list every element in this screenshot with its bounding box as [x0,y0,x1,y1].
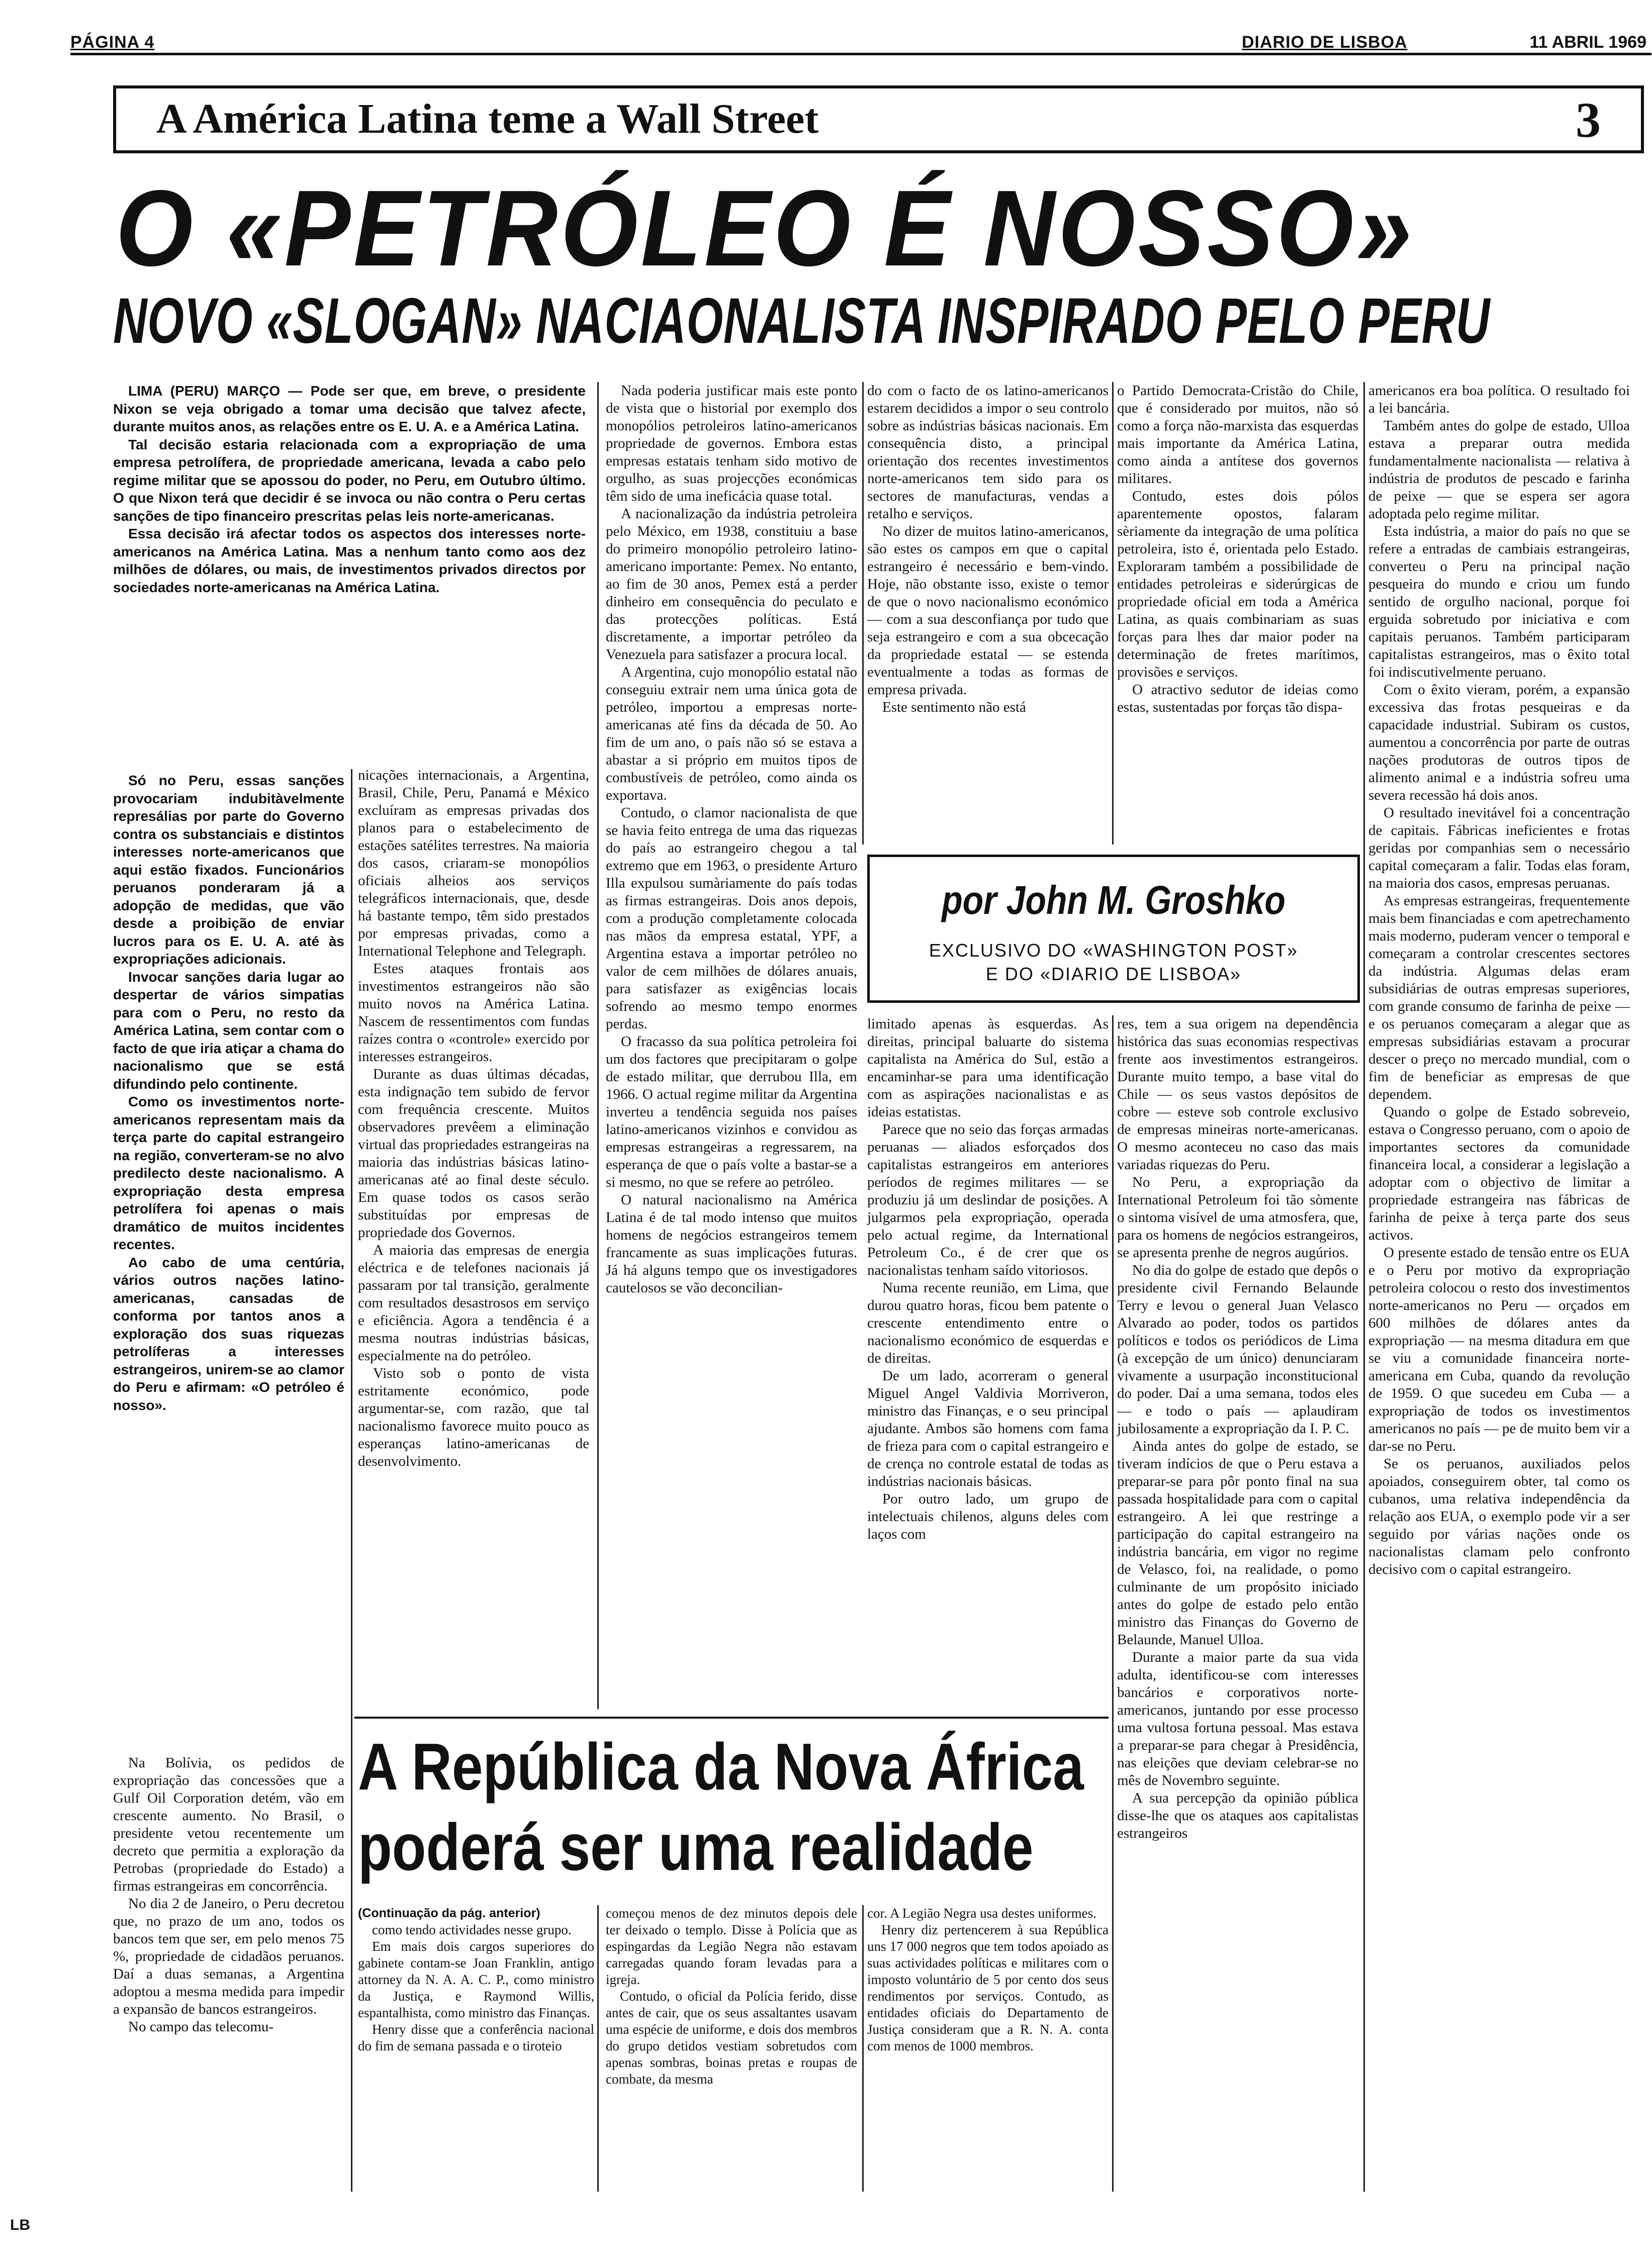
byline-credit: E DO «DIARIO DE LISBOA» [985,964,1242,984]
column-1-bold [113,772,344,1414]
paragraph: A sua percepção da opinião pública disse-lhe que os ataques aos capitalistas estrangeiros [1117,1790,1358,1841]
paragraph: Henry diz pertencerem à sua República uns 17 000 negros que tem todos apoiado as suas actividades políticas e militares com o imposto voluntário de 5 por cento dos seus rendimentos por serviços. Contudo, as entidades oficiais do Departamento de Justiça consideram que a R. N. A. conta com menos de 1000 membros. [867,1922,1109,2053]
column-5-top [1117,382,1358,716]
column-rule [1363,382,1365,2192]
paragraph: o Partido Democrata-Cristão do Chile, que é considerado por muitos, não só como a força não-marxista das esquerdas mais importante da América Latina, como ainda a antítese dos governos militares. [1117,383,1358,487]
paragraph: A Argentina, cujo monopólio estatal não conseguiu extrair nem uma única gota de petróleo, importou a empresas norte-americanas até fins da década de 50. Ao fim de um ano, o país não só se estava a abastar a si próprio em muitos tipos de combustíveis de petróleo, como ainda os exportava. [606,664,857,803]
paragraph: do com o facto de os latino-americanos estarem decididos a impor o seu controlo sobre as indústrias básicas nacionais. Em consequência disto, a principal orientação dos recentes investimentos norte-americanos tem sido para os sectores de manufacturas, vendas a retalho e serviços. [867,383,1109,522]
continuation-note: (Continuação da pág. anterior) [358,1906,540,1920]
lead-paragraph: Tal decisão estaria relacionada com a expropriação de uma empresa petrolífera, de propriedade americana, levada a cabo pelo regime militar que se apossou do poder, no Peru, em Outubro último. O que Nixon terá que decidir é se invoca ou não contra o Peru certas sanções de tipo financeiro prescritas pelas leis norte-americanas. [113,436,586,524]
paragraph: limitado apenas às esquerdas. As direitas, principal baluarte do sistema capitalista na América do Sul, estão a encaminhar-se para uma identificação com as aspirações nacionalistas e as ideias estatistas. [867,1016,1109,1120]
lead-paragraph: LIMA (PERU) MARÇO — Pode ser que, em breve, o presidente Nixon se veja obrigado a tomar uma decisão que talvez afecte, durante muitos anos, as relações entre os E. U. A. e a América Latina. [113,383,586,434]
bold-paragraph: Invocar sanções daria lugar ao despertar de vários simpatias para com o Peru, no resto da América Latina, sem contar com o facto de que iria atiçar a chama do nacionalismo que se está difundindo pelo continente. [113,969,344,1092]
second-headline: A República da Nova África [358,1730,1084,1804]
paragraph: No dia 2 de Janeiro, o Peru decretou que, no prazo de um ano, todos os bancos tem que ser, em pelo menos 75 %, propriedade de cidadãos peruanos. Daí a duas semanas, a Argentina adoptou a mesma medida para impedir a expansão de bancos estrangeiros. [113,1896,344,2017]
second-article-col-c [867,1905,1109,2054]
second-article-col-a [358,1905,594,2054]
paragraph: Quando o golpe de Estado sobreveio, estava o Congresso peruano, com o apoio de importantes sectores da comunidade financeira local, a considerar a legislação a adoptar com o objectivo de limitar a propriedade estrangeira nas fábricas de farinha de peixe à terça parte dos seus activos. [1368,1104,1630,1243]
paragraph: americanos era boa política. O resultado foi a lei bancária. [1368,383,1630,416]
paragraph: A nacionalização da indústria petroleira pelo México, em 1938, constituiu a base do primeiro monopólio petroleiro latino-americano importante: Pemex. No entanto, ao fim de 30 anos, Pemex está a perder dinheiro em consequência do peculato e das protecções políticas. Está discretamente, a importar petróleo da Venezuela para satisfazer a procura local. [606,506,857,663]
paragraph: O resultado inevitável foi a concentração de capitais. Fábricas ineficientes e frotas geridas por companhias sem o necessário capital começaram a falir. Todas elas foram, na maioria dos casos, empresas peruanas. [1368,805,1630,891]
paragraph: Numa recente reunião, em Lima, que durou quatro horas, ficou bem patente o crescente entendimento entre o nacionalismo económico de esquerdas e de direitas. [867,1280,1109,1366]
column-6 [1368,382,1630,1578]
header-rule [70,53,1651,55]
column-5-bottom [1117,1015,1358,1842]
bold-paragraph: Só no Peru, essas sanções provocariam indubitàvelmente represálias por parte do Governo contra os substanciais e distintos interesses norte-americanos que aqui estão fixados. Funcionários peruanos ponderaram já a adopção de medidas, que vão desde a proibição de enviar lucros para os E. U. A. até às expropriações adicionais. [113,773,344,967]
article-divider [354,1717,1109,1719]
second-headline: poderá ser uma realidade [358,1810,1034,1884]
column-4-top [867,382,1109,716]
paragraph: O natural nacionalismo na América Latina é de tal modo intenso que muitos homens de negócios estrangeiros temem francamente as suas implicações futuras. Já há alguns tempo que os investigadores cautelosos se vão deconcilian- [606,1192,857,1296]
column-rule [862,382,864,844]
column-1-tail [113,1754,344,2036]
paragraph: res, tem a sua origem na dependência histórica das suas economias respectivas frente aos investimentos estrangeiros. Durante muito tempo, a base vital do Chile — os seus vastos depósitos de cobre — esteve sob controle exclusivo de empresas mineiras norte-americanas. O mesmo aconteceu no caso das mais variadas riquezas do Peru. [1117,1016,1358,1173]
paragraph: Parece que no seio das forças armadas peruanas — aliados esforçados dos capitalistas estrangeiros em anteriores períodos de regimes militares — se produziu já um deslindar de posições. A julgarmos pela expropriação, operada pelo actual regime, da International Petroleum Co., é de crer que os nacionalistas tenham saído vitoriosos. [867,1121,1109,1278]
column-rule [597,1905,599,2192]
paragraph: Em mais dois cargos superiores do gabinete contam-se Joan Franklin, antigo attorney da N. A. A. C. P., como ministro da Justiça, e Raymond Willis, espantalhista, como ministro das Finanças. [358,1939,594,2020]
paragraph: como tendo actividades nesse grupo. [372,1922,572,1937]
issue-date: 11 ABRIL 1969 [1529,33,1646,52]
paragraph: Contudo, estes dois pólos aparentemente opostos, falaram sèriamente da integração de uma política petroleira, isto é, orientada pelo Estado. Exploraram também a possibilidade de entidades petroleiras e siderúrgicas de propriedade oficial em toda a América Latina, as quais combinariam as suas forças para lhes dar maior poder na determinação de fretes marítimos, provisões e serviços. [1117,488,1358,680]
byline-credit: EXCLUSIVO DO «WASHINGTON POST» [929,940,1299,961]
second-article-col-b [606,1905,857,2088]
paragraph: Visto sob o ponto de vista estritamente económico, pode argumentar-se, com razão, que tal nacionalismo favorece muito pouco as esperanças latino-americanas de desenvolvimento. [358,1365,589,1469]
column-rule [1112,1015,1114,2192]
column-rule [1112,382,1114,844]
paragraph: nicações internacionais, a Argentina, Brasil, Chile, Peru, Panamá e México excluíram as empresas privadas dos planos para o estabelecimento de estações satélites terrestres. Na maioria dos casos, criaram-se monopólios oficiais alheios aos serviços telegráficos internacionais, que, desde há bastante tempo, têm sido prestados por empresas privadas, como a International Telephone and Telegraph. [358,767,589,959]
paragraph: A maioria das empresas de energia eléctrica e de telefones nacionais já passaram por tal transição, geralmente com resultados desastrosos em serviço e eficiência. Agora a tendência é a mesma noutras indústrias básicas, especialmente na do petróleo. [358,1242,589,1364]
paper-name: DIARIO DE LISBOA [1242,33,1408,52]
lead-paragraph: Essa decisão irá afectar todos os aspectos dos interesses norte-americanos na América Latina. Mas a nenhum tanto como aos dez milhões de dólares, ou mais, de investimentos privados directos por sociedades norte-americanas na América Latina. [113,526,586,595]
paragraph: O fracasso da sua política petroleira foi um dos factores que precipitaram o golpe de estado militar, que derrubou Illa, em 1966. O actual regime militar da Argentina inverteu a tendência seguida nos países latino-americanos vizinhos e convidou as empresas estrangeiras a regressarem, na esperança de que o país volte a bastar-se a si mesmo, no que se refere ao petróleo. [606,1033,857,1190]
bold-paragraph: Ao cabo de uma centúria, vários outros nações latino-americanas, cansadas de conforma por tantos anos a exploração dos suas riquezas petrolíferas a interesses estrangeiros, unirem-se ao clamor do Peru e afirmam: «O petróleo é nosso». [113,1254,344,1413]
paragraph: Também antes do golpe de estado, Ulloa estava a preparar outra medida fundamentalmente nacionalista — relativa à indústria de produtos de pescado e farinha de peixe — que se espera ser agora adoptada pelo regime militar. [1368,418,1630,522]
paragraph: No dizer de muitos latino-americanos, são estes os campos em que o capital estrangeiro é necessário e bem-vindo. Hoje, não obstante isso, existe o temor de que o novo nacionalismo económico — com a sua desconfiança por tudo que seja estrangeiro e com a sua obcecação da propriedade estatal — se estenda eventualmente a todas as formas de empresa privada. [867,523,1109,698]
column-rule [597,382,599,1709]
paragraph: cor. A Legião Negra usa destes uniformes. [867,1906,1096,1921]
paragraph: Ainda antes do golpe de estado, se tiveram indícios de que o Peru estava a preparar-se para pôr ponto final na sua passada hospitalidade para com o capital estrangeiro. A lei que restringe a participação do capital estrangeiro na indústria bancária, em vigor no regime de Velasco, foi, na realidade, o pomo culminante de um propósito iniciado antes do golpe de estado pelo então ministro das Finanças do Governo de Belaunde, Manuel Ulloa. [1117,1438,1358,1648]
main-headline: O «PETRÓLEO É NOSSO» [116,167,1415,289]
paragraph: Este sentimento não está [882,699,1026,715]
paragraph: No campo das telecomu- [128,2019,274,2035]
paragraph: As empresas estrangeiras, frequentemente mais bem financiadas e com apetrechamento mais moderno, puderam vencer o temporal e começaram a controlar crescentes sectores da indústria. Algumas delas eram subsidiárias de outras empresas superiores, com grande consumo de farinha de peixe — e os peruanos começaram a alegar que as empresas subsidiárias estavam a procurar descer o preço no mercado mundial, com o fim de beneficiar as empresas de que dependem. [1368,893,1630,1102]
byline-author: por John M. Groshko [942,878,1286,922]
series-box [113,85,1644,153]
paragraph: Por outro lado, um grupo de intelectuais chilenos, alguns deles com laços com [867,1491,1109,1542]
paragraph: Durante a maior parte da sua vida adulta, identificou-se com interesses bancários e corporativos norte-americanos, juntando por esse processo uma vultosa fortuna pessoal. Mas estava a preparar-se para chegar à Presidência, nas eleições que deviam celebrar-se no mês de Novembro seguinte. [1117,1649,1358,1789]
column-rule [351,769,352,2192]
footer-mark: LB [10,2217,30,2233]
series-number: 3 [1576,92,1601,148]
paragraph: Na Bolívia, os pedidos de expropriação das concessões que a Gulf Oil Corporation detém, vão em crescente aumento. No Brasil, o presidente vetou recentemente um decreto que permitia a exploração da Petrobas (propriedade do Estado) a firmas estrangeiras em concorrência. [113,1755,344,1894]
paragraph: Com o êxito vieram, porém, a expansão excessiva das frotas pesqueiras e da capacidade industrial. Subiram os custos, aumentou a concorrência por parte de outras nações produtoras de outros tipos de alimento animal e a indústria sofreu uma severa recessão há dois anos. [1368,682,1630,803]
paragraph: No Peru, a expropriação da International Petroleum foi tão sòmente o sintoma visível de uma atmosfera, que, para os homens de negócios estrangeiros, se apresenta prenhe de negros augúrios. [1117,1174,1358,1261]
paragraph: Nada poderia justificar mais este ponto de vista que o historial por exemplo dos monopólios petroleiros latino-americanos propriedade de governos. Embora estas empresas estatais tenham sido motivo de orgulho, as suas projecções económicas têm sido de uma ineficácia quase total. [606,383,857,504]
paragraph: Se os peruanos, auxiliados pelos apoiados, conseguirem obter, tal como os cubanos, uma relativa independência da relação aos EUA, o exemplo pode vir a ser seguido por várias nações onde os nacionalistas clamam pelo confronto decisivo com o capital estrangeiro. [1368,1456,1630,1577]
column-rule [862,1905,864,2192]
column-2 [358,767,589,1470]
paragraph: De um lado, acorreram o general Miguel Angel Valdivia Morriveron, ministro das Finanças, e o seu principal ajudante. Ambos são homens com fama de frieza para com o capital estrangeiro e de crença no controle estatal de todas as indústrias nacionais básicas. [867,1368,1109,1489]
sub-headline: NOVO «SLOGAN» NACIAONALISTA INSPIRADO PELO PERU [113,285,1491,357]
paragraph: Henry disse que a conferência nacional do fim de semana passada e o tiroteio [358,2022,594,2053]
column-4-bottom [867,1015,1109,1543]
paragraph: Contudo, o clamor nacionalista de que se havia feito entrega de uma das riquezas do país ao estrangeiro chegou a tal extremo que em 1963, o presidente Arturo Illa expulsou sumàriamente do país todas as firmas estrangeiras. Dois anos depois, com a produção completamente colocada nas mãos da empresa estatal, YPF, a Argentina estava a importar petróleo no valor de cem milhões de dólares anuais, para satisfazer as exigências locais sofrendo ao mesmo tempo enormes perdas. [606,805,857,1032]
paragraph: O atractivo sedutor de ideias como estas, sustentadas por forças tão dispa- [1117,682,1358,715]
column-3 [606,382,857,1297]
paragraph: começou menos de dez minutos depois dele ter deixado o templo. Disse à Polícia que as espingardas da Legião Negra não estavam carregadas quando foram levadas para a igreja. [606,1906,857,1987]
page-label: PÁGINA 4 [70,33,155,52]
paragraph: O presente estado de tensão entre os EUA e o Peru por motivo da expropriação petroleira colocou o resto dos investimentos norte-americanos no Peru — orçados em 600 milhões de dólares antes da expropriação — na mesma ditadura em que se viu a comunidade financeira norte-americana em Cuba, quando da revolução de 1959. O que sucedeu em Cuba — a expropriação de todos os investimentos americanos no país — pe de muito bem vir a dar-se no Peru. [1368,1245,1630,1454]
paragraph: Contudo, o oficial da Polícia ferido, disse antes de cair, que os seus assaltantes usavam uma espécie de uniforme, e dois dos membros do grupo detidos vestiam sobretudos com apenas sombras, boinas pretas e roupas de combate, da mesma [606,1989,857,2087]
series-title: A América Latina teme a Wall Street [156,96,819,142]
paragraph: No dia do golpe de estado que depôs o presidente civil Fernando Belaunde Terry e levou o general Juan Velasco Alvarado ao poder, todos os partidos políticos e todos os periódicos de Lima (à excepção de um único) denunciaram vivamente a usurpação inconstitucional do poder. Daí a uma semana, todos eles — e todo o país — aplaudiram jubilosamente a expropriação da I. P. C. [1117,1262,1358,1437]
bold-paragraph: Como os investimentos norte-americanos representam mais da terça parte do capital estrangeiro na região, converteram-se no alvo predilecto deste nacionalismo. A expropriação desta empresa petrolífera foi apenas o mais dramático de muitos incidentes recentes. [113,1094,344,1252]
paragraph: Durante as duas últimas décadas, esta indignação tem subido de fervor com frequência crescente. Muitos observadores prevêem a eliminação virtual das propriedades estrangeiras na maioria das indústrias básicas latino-americanas até ao final deste século. Em quase todos os casos serão substituídas por empresas de propriedade dos Governos. [358,1066,589,1241]
lead-text [113,382,586,596]
paragraph: Estes ataques frontais aos investimentos estrangeiros não são muito novos na América Latina. Nascem de ressentimentos com fundas raízes contra o «controle» exercido por interesses estrangeiros. [358,961,589,1065]
paragraph: Esta indústria, a maior do país no que se refere a entradas de cambiais estrangeiras, converteu o Peru na principal nação pesqueira do mundo e criou um fundo sentido de orgulho nacional, porque foi erguida sobretudo por iniciativa e com capitais peruanos. Também participaram capitalistas estrangeiros, mas o êxito total foi indiscutivelmente peruano. [1368,523,1630,680]
byline-box [867,855,1360,1003]
